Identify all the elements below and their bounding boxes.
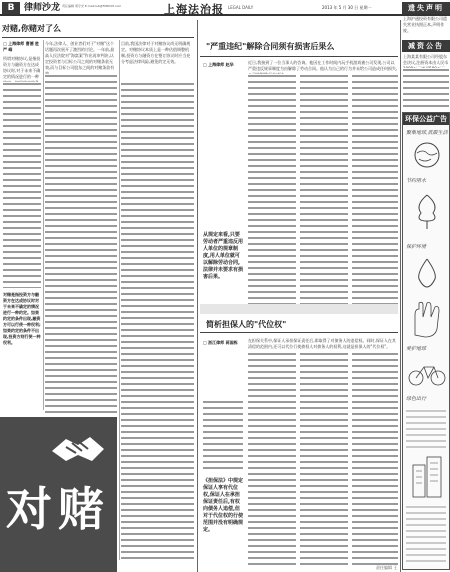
middle-divider [197,20,198,572]
env-slogan-5: 绿色出行 [406,396,427,402]
left-article-title: 对赌,你赌对了么 [2,24,62,33]
left-body-col3: 目前,我国法律对于对赌协议尚无明确规定。对赌协议本质上是一种估值调整机制,投资方与融资方在签订协议时应当充分考虑法律风险,避免约定无效。 [121,41,191,64]
mid2-byline: □ 浙江律师 蒋国栋 [203,340,238,345]
mid1-body-col1 [248,74,296,308]
water-drop-sketch-icon [415,257,439,289]
mid2-title-rule [200,332,398,333]
section-title: 律师沙龙 [24,3,61,13]
duidu-characters: 对赌 [6,482,110,536]
left-col-divider-2 [119,40,120,560]
duidu-graphic [0,417,117,572]
left-pull-quote: 对赌是指投资方与融资方在达成协议时对于未来不确定的情况进行一种约定。如果约定的条件出现,融资方可以行使一种权利;如果约定的条件不出现,投资方则行使一种权利。 [3,292,41,345]
left-title-rule [2,37,194,38]
mid2-body: 在担保关系中,保证人承担保证责任后,即取得了对债务人的追偿权。同时,保证人在其清偿的范围内,还可以代位行使债权人对债务人的权利,这就是担保人的"代位权"。 [248,338,396,349]
mid2-body-col1 [248,352,296,566]
building-sketch-icon [409,455,445,499]
notice-body: 上海沪通投资有限公司遗失营业执照正本,声明作废。 [403,16,447,33]
sidebar-divider [400,20,401,572]
earth-sketch-icon [411,139,443,171]
mid1-title-rule [200,56,398,57]
env-ad-box [402,112,450,570]
section-mark: B [2,2,20,14]
mid1-body: 近日,我接到了一位当事人的咨询。他因在工作时间内玩手机游戏被公司发现,公司以严重违反规章制度为由解除了劳动合同。他认为自己的行为并未给公司造成任何损失, [248,60,398,71]
mid-separator-band [200,304,398,314]
mid2-left-col-lines [203,400,243,472]
left-body-col2: 今年,法律人、创业者们对于"对赌"这个话题再次展开了激烈的讨论。一年前,最高人民法院对"海富案"作出再审判决,认定投资者与目标公司之间的对赌条款无效,而与目标公司股东之间的对赌条款有 [45,41,115,70]
env-ad-scribble [406,409,446,449]
editor-meta: 责任编辑 周宇光 E-mail:lsb@FMDCM.com [62,4,122,8]
left-body-col1: 所谓对赌协议,是指投资方与融资方在达成协议时,对于未来不确定的情况进行的一种 [3,56,41,79]
ads-body: 上海某某有限公司经股东会决议,注册资本由人民币 [403,54,449,65]
mid2-body-col3 [352,352,398,566]
mid-article2-title: 简析担保人的"代位权" [206,320,287,329]
left-col-divider-1 [43,40,44,410]
mid2-pull-quote: 《担保法》中规定保证人享有代位权,保证人在承担保证责任后,有权向债务人追偿,但对于代位权的行使范围并没有明确规定。 [203,478,244,533]
bicycle-sketch-icon [407,359,447,387]
masthead-en: LEGAL DAILY [228,5,254,10]
issue-date: 2013 年 5 月 30 日 星期一 [322,5,372,10]
env-ad-title: 环保公益广告 [405,115,447,123]
handshake-icon [48,427,108,467]
mid2-body-col2 [300,352,348,566]
env-slogan-3: 保护环境 [406,244,427,250]
ads-body-lines [403,68,449,108]
notice-title: 遗失声明 [402,2,450,14]
mid-article1-title: "严重违纪"解除合同须有损害后果么 [206,42,335,51]
env-slogan-4: 爱护地球 [406,346,427,352]
page-footer: 责任编辑 王 [376,565,398,570]
env-ad-text-lines [406,505,446,565]
env-slogan-1: 聚集地球,低碳生活 [406,130,448,136]
masthead: 上海法治报 [164,3,224,16]
mid1-byline: □ 上海律师 赵华 [203,62,234,67]
mid1-pull-quote: 从规定来看,只要劳动者严重违反用人单位的规章制度,用人单位就可以解除劳动合同,法律并未要求有损害后果。 [203,232,244,280]
hand-sketch-icon [409,299,445,339]
left-body-col3-lines [121,82,194,562]
ads-title: 减资公告 [402,40,450,52]
mid1-body-col3 [352,74,398,308]
tree-sketch-icon [413,191,441,231]
left-body-col1-lines [3,82,41,288]
env-slogan-2: 节约用水 [406,178,427,184]
left-article-byline: □ 上海律师 曹德 胜 严 峰 [3,41,39,52]
mid1-body-col2 [300,74,348,308]
